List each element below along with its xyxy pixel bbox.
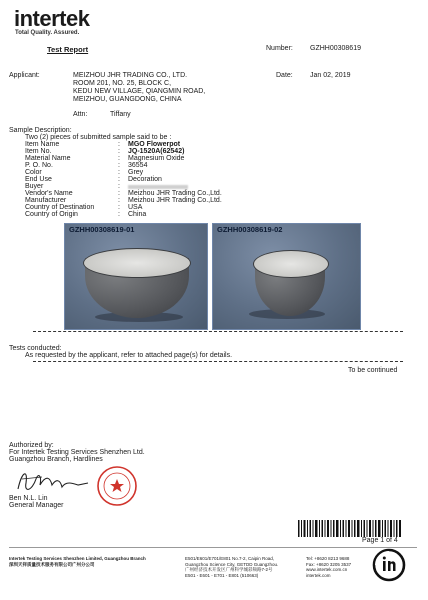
sample-value: 36554 (128, 162, 148, 169)
attn-label: Attn: (73, 111, 88, 118)
sample-label: Material Name (25, 155, 71, 162)
number-label: Number: (266, 45, 293, 52)
sample-label: Color (25, 169, 42, 176)
date-label: Date: (276, 72, 293, 79)
colon: : (118, 141, 120, 148)
sample-value: Decoration (128, 176, 162, 183)
applicant-line: ROOM 201, NO. 25, BLOCK C, (73, 80, 172, 87)
sample-value: Grey (128, 169, 144, 176)
intertek-in-logo-icon (372, 548, 406, 582)
divider (33, 331, 403, 332)
colon: : (118, 155, 120, 162)
colon: : (118, 148, 120, 155)
sample-photo-2 (212, 223, 361, 330)
sample-label: Buyer (25, 183, 44, 190)
footer-website: www.intertek.com.cn (306, 567, 348, 572)
colon: : (118, 204, 120, 211)
authorizing-company: For Intertek Testing Services Shenzhen Ltd. (9, 449, 145, 456)
sample-value: China (128, 211, 147, 218)
sample-label: Item Name (25, 141, 60, 148)
sample-label: Country of Destination (25, 204, 95, 211)
footer-contact (306, 556, 351, 578)
colon: : (118, 183, 120, 190)
sample-value: JQ-1520A(62542) (128, 148, 185, 155)
colon: : (118, 162, 120, 169)
footer-address-line: 广州经济技术开发区广州科学城彩频路7-2号 (185, 567, 273, 572)
colon: : (118, 190, 120, 197)
sample-label: Manufacturer (25, 197, 67, 204)
applicant-line: KEDU NEW VILLAGE, QIANGMIN ROAD, (73, 88, 206, 95)
photo-caption: GZHH00308619-02 (217, 225, 283, 234)
attn-name: Tiffany (110, 111, 131, 118)
sample-label: Country of Origin (25, 211, 78, 218)
flowerpot-rim (83, 248, 191, 278)
footer-address-line: Guangzhou Science City, GETDD Guangzhou. (185, 561, 279, 567)
authorized-by: Authorized by: (9, 442, 54, 449)
redacted-buyer (128, 185, 188, 189)
sample-label: Item No. (25, 148, 52, 155)
tagline: Total Quality. Assured. (15, 30, 80, 36)
sample-photo-1 (64, 223, 208, 330)
sample-label: Vendor's Name (25, 190, 73, 197)
intertek-logo: intertek (14, 6, 90, 31)
photo-caption: GZHH00308619-01 (69, 225, 135, 234)
divider (33, 361, 403, 362)
company-seal (96, 465, 138, 507)
barcode (298, 520, 402, 537)
footer-tel: Tel: +8620 8213 9688 (306, 556, 350, 561)
report-title: Test Report (47, 45, 89, 54)
footer-website: intertek.com (306, 572, 331, 578)
tests-conducted-label: Tests conducted: (9, 345, 62, 352)
sample-value: Meizhou JHR Trading Co.,Ltd. (128, 197, 222, 204)
applicant-line: MEIZHOU, GUANGDONG, CHINA (73, 96, 182, 103)
report-date: Jan 02, 2019 (310, 72, 351, 79)
footer-fax: Fax: +8620 3205 3537 (306, 561, 352, 567)
footer-company-cn: 深圳天祥质量技术服务有限公司广州分公司 (9, 562, 95, 567)
sample-label: P. O. No. (25, 162, 53, 169)
applicant-line: MEIZHOU JHR TRADING CO., LTD. (73, 72, 188, 79)
colon: : (118, 169, 120, 176)
tests-conducted-text: As requested by the applicant, refer to attached page(s) for details. (25, 352, 233, 359)
applicant-label: Applicant: (9, 72, 40, 79)
colon: : (118, 211, 120, 218)
sample-value: Magnesium Oxide (128, 155, 185, 162)
flowerpot-rim (253, 250, 329, 278)
colon: : (118, 176, 120, 183)
signer-name: Ben N.L. Lin (9, 495, 48, 502)
applicant-address (73, 72, 205, 104)
authorizing-branch: Guangzhou Branch, Hardlines (9, 456, 103, 463)
footer-company-en: Intertek Testing Services Shenzhen Limited, Guangzhou Branch (9, 556, 146, 561)
sample-label: End Use (25, 176, 52, 183)
to-be-continued: To be continued (348, 367, 398, 374)
sample-value: Meizhou JHR Trading Co.,Ltd. (128, 190, 222, 197)
sample-intro: Two (2) pieces of submitted sample said to be : (25, 134, 172, 141)
sample-value: USA (128, 204, 143, 211)
report-number: GZHH00308619 (310, 45, 361, 52)
footer-address-line: E501/E601/E701/E801 No.7-2, Caipin Road, (185, 556, 275, 561)
signer-title: General Manager (9, 502, 64, 509)
footer-address-line: E501 - E601 - E701 - E801 (510663) (185, 572, 259, 578)
footer-divider (9, 547, 417, 548)
footer-address (185, 556, 278, 578)
sample-value: MGO Flowerpot (128, 141, 181, 148)
signature-image (12, 465, 92, 497)
sample-description-title: Sample Description: (9, 127, 72, 134)
colon: : (118, 197, 120, 204)
page-number: Page 1 of 4 (362, 537, 398, 544)
